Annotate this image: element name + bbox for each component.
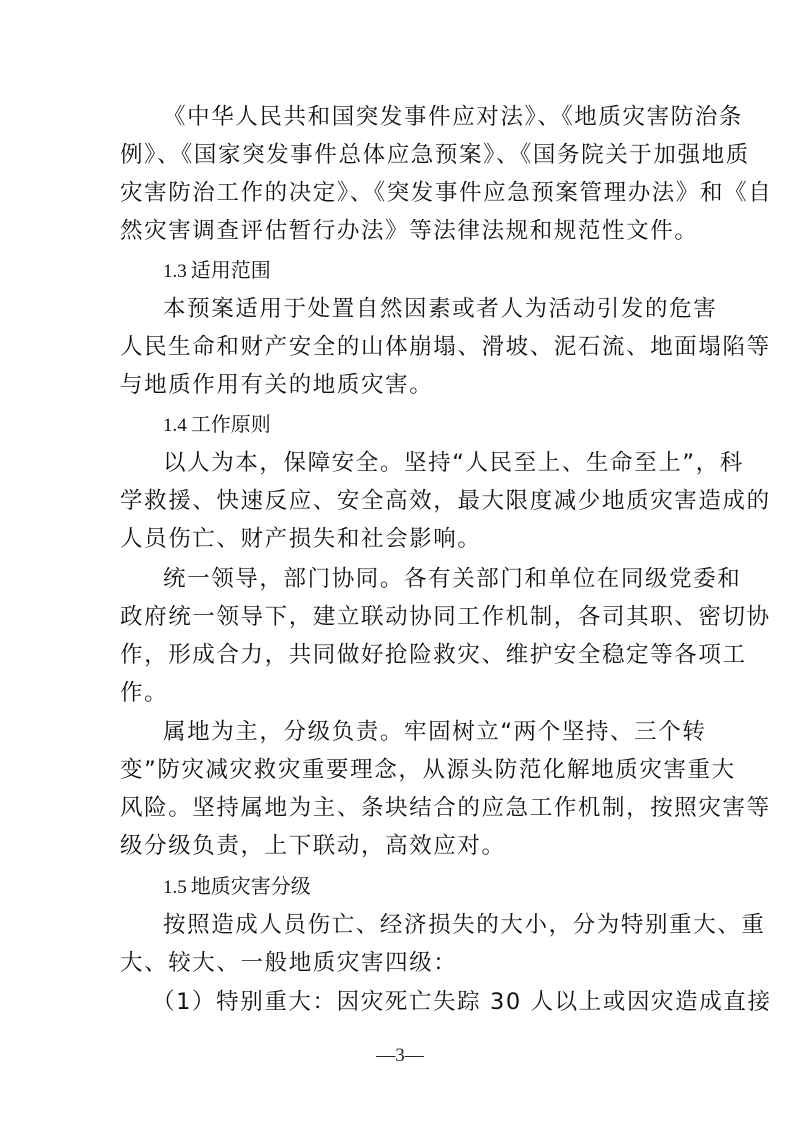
paragraph-line: 政府统一领导下，建立联动协同工作机制，各司其职、密切协 bbox=[120, 604, 771, 630]
page-number: —3— bbox=[376, 1045, 424, 1066]
paragraph-line: 以人为本，保障安全。坚持“人民至上、生命至上”，科 bbox=[163, 450, 744, 476]
section-number: 1.4 bbox=[163, 415, 187, 436]
section-title: 地质灾害分级 bbox=[190, 874, 311, 898]
paragraph-line: 例》、《国家突发事件总体应急预案》、《国务院关于加强地质 bbox=[120, 142, 750, 168]
section-heading-1-5 bbox=[163, 867, 311, 905]
paragraph-line: 作，形成合力，共同做好抢险救灾、维护安全稳定等各项工 bbox=[120, 642, 747, 668]
paragraph-line: 按照造成人员伤亡、经济损失的大小，分为特别重大、重 bbox=[163, 912, 766, 938]
paragraph-line: 与地质作用有关的地质灾害。 bbox=[120, 372, 434, 398]
section-heading-1-4 bbox=[163, 405, 271, 443]
paragraph-line: 《中华人民共和国突发事件应对法》、《地质灾害防治条 bbox=[163, 104, 744, 130]
paragraph-line: 本预案适用于处置自然因素或者人为活动引发的危害 bbox=[163, 296, 718, 322]
paragraph-line: 然灾害调查评估暂行办法》等法律法规和规范性文件。 bbox=[120, 218, 699, 244]
section-title: 工作原则 bbox=[190, 412, 271, 436]
section-title: 适用范围 bbox=[190, 258, 271, 282]
paragraph-line: 变”防灾减灾救灾重要理念，从源头防范化解地质灾害重大 bbox=[120, 757, 736, 783]
section-heading-1-3 bbox=[163, 251, 271, 289]
paragraph-line: 属地为主，分级负责。牢固树立“两个坚持、三个转 bbox=[163, 719, 707, 745]
section-number: 1.5 bbox=[163, 877, 187, 898]
paragraph-line: 人员伤亡、财产损失和社会影响。 bbox=[120, 526, 482, 552]
paragraph-line: 人民生命和财产安全的山体崩塌、滑坡、泥石流、地面塌陷等 bbox=[120, 334, 771, 360]
section-number: 1.3 bbox=[163, 261, 187, 282]
paragraph-line: 级分级负责，上下联动，高效应对。 bbox=[120, 833, 506, 859]
paragraph-line: 统一领导，部门协同。各有关部门和单位在同级党委和 bbox=[163, 566, 742, 592]
paragraph-line: 灾害防治工作的决定》、《突发事件应急预案管理办法》和《自 bbox=[120, 180, 773, 206]
paragraph-line: 作。 bbox=[120, 680, 169, 706]
paragraph-line: 大、较大、一般地质灾害四级： bbox=[120, 950, 458, 976]
paragraph-line: （1）特别重大：因灾死亡失踪 30 人以上或因灾造成直接 bbox=[152, 989, 772, 1015]
paragraph-line: 风险。坚持属地为主、条块结合的应急工作机制，按照灾害等 bbox=[120, 795, 771, 821]
paragraph-line: 学救援、快速反应、安全高效，最大限度减少地质灾害造成的 bbox=[120, 488, 771, 514]
